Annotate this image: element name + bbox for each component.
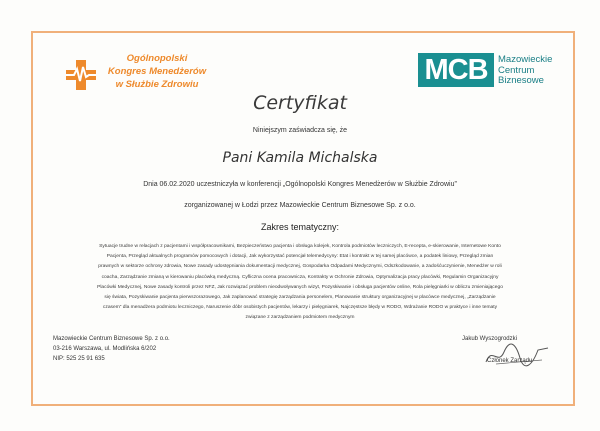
mcb-logo-line3: Biznesowe [498,75,544,86]
mcb-logo-mark: MCB [418,53,494,87]
company-nip: NIP: 525 25 91 635 [53,356,105,362]
certificate-title: Certyfikat [253,92,347,114]
topics-line: coacha, Zarządzanie zmianą w kierowaniu placówką medyczną. Cyfliczna ocena pracownicza, Kontrakty w Ochronie Zdrowia, Optymalizacja pracy placówki, Regulamin Organizacyjny [101,274,499,280]
medical-cross-heartbeat-icon [64,58,98,92]
mcb-logo-line1: Mazowieckie [498,54,553,65]
congress-logo-line2: Kongres Menedżerów [107,66,207,77]
topics-line: czasem” dla menadżera podmiotu leczniczego, Naruszenie dóbr osobistych pacjentów, lekarzy i pielęgniarek, Najczęstsze błędy w RODO, Wdrażanie RODO w praktyce i inne tematy [102,305,498,311]
signer-name: Jakub Wyszogrodzki [462,336,517,342]
intro-text: Niniejszym zaświadcza się, że [252,127,348,134]
topics-heading: Zakres tematyczny: [260,222,340,232]
signer-role: Członek Zarządu [487,358,533,364]
congress-logo-line3: w Służbie Zdrowiu [115,79,199,90]
organizer-text: zorganizowanej w Łodzi przez Mazowieckie Centrum Biznesowe Sp. z o.o. [184,202,416,209]
congress-logo-line1: Ogólnopolski [126,53,188,64]
topics-line: prawnych w sektorze ochrony zdrowia, Nowe zasady udostępniania dokumentacji medycznej, Gospodarka Odpadami Medycznymi, Odszkodowanie, a zadośćuczynienie, Menedżer w roli [98,264,502,270]
topics-line: związane z zarządzaniem podmiotem medycznym [245,315,355,321]
topics-line: się świata, Pozyskiwanie pacjenta pierwszorazowego, Jak zaplanować strategię zarządzania personelem, Planowanie struktury organizacyjnej w placówce medycznej, „Zarządzanie [104,295,496,301]
topics-list [54,242,546,324]
topics-line: Pacjenta, Przegląd aktualnych programów pomocowych i dotacji, Jak wykorzystać potencjał telemedycyny: Etat i kontrakt w tej samej placówce, a podatek liniowy, Przegląd zmian [106,254,494,260]
participation-text: Dnia 06.02.2020 uczestniczyła w konferencji „Ogólnopolski Kongres Menedżerów w Służbie Zdrowiu” [143,181,457,188]
recipient-name: Pani Kamila Michalska [222,150,378,166]
topics-line: Sytuacje trudne w relacjach z pacjentami i współpracownikami, Bezpieczeństwo pacjenta i obsługa kolejek, Kontrola podmiotów leczniczych, E-recepta, e-skierowanie, Internetowe Konto [99,244,501,249]
company-name: Mazowieckie Centrum Biznesowe Sp. z o.o. [53,336,170,342]
topics-line: Placówki Medycznej, Nowe zasady kontroli przez NFZ, Jak rozwiązać problem nieodwoływanych wizyt, Pozyskiwanie i obsługa pacjentów online, Rola pielęgniarki w obliczu zmieniającego [97,284,503,290]
handwritten-signature [482,340,552,370]
company-address: 03-216 Warszawa, ul. Modlińska 6/202 [53,346,157,352]
mcb-logo-line2: Centrum [498,64,535,76]
mcb-logo [418,53,568,93]
company-details [53,334,253,364]
